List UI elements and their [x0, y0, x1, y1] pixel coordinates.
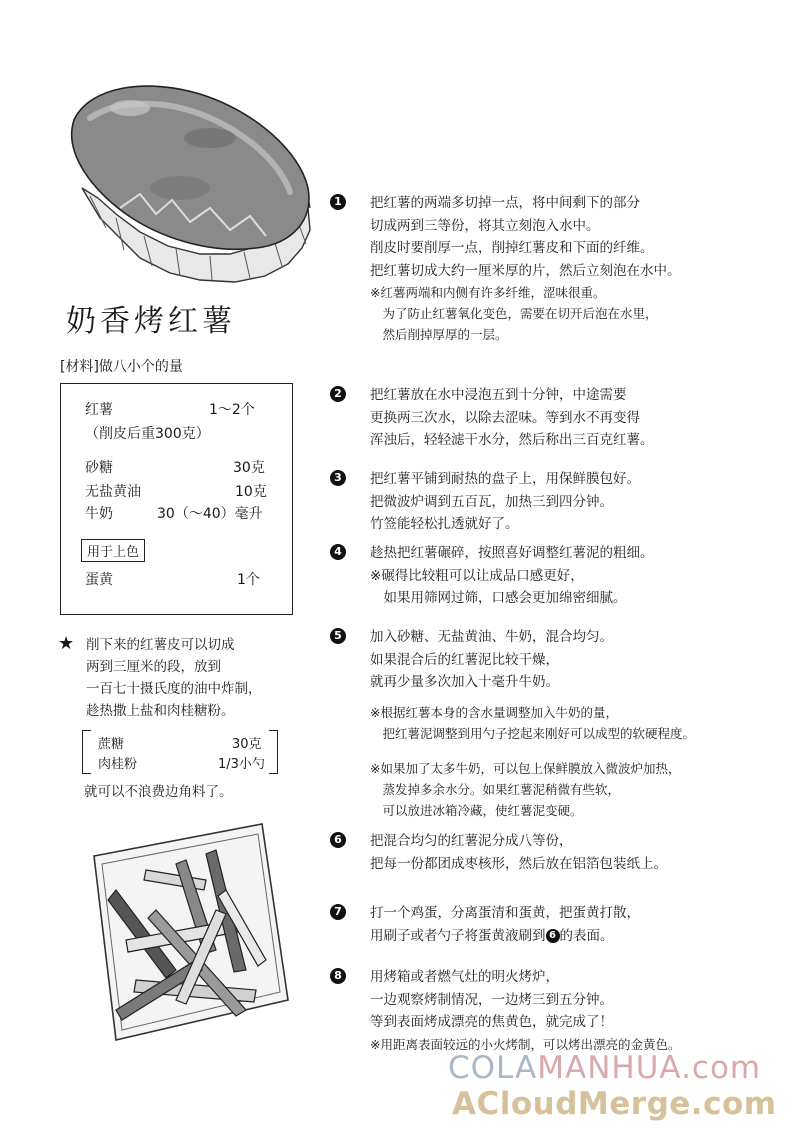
step-number-badge: 3 [330, 470, 346, 486]
step-7 [330, 902, 792, 947]
step-number-badge: 1 [330, 194, 346, 210]
step-2 [330, 384, 792, 452]
fried-peel-illustration [86, 820, 292, 1044]
step-note: ※用距离表面较远的小火烤制，可以烤出漂亮的金黄色。 [370, 1036, 681, 1052]
step-1 [330, 192, 792, 345]
step-number-badge: 2 [330, 386, 346, 402]
ingredient-egg-yolk: 蛋黄 1个 [85, 572, 260, 588]
step-line: 把红薯切成大约一厘米厚的片，然后立刻泡在水中。 [370, 262, 681, 279]
ingredient-milk: 牛奶 30（～40）毫升 [85, 506, 263, 522]
step-number-badge: 4 [330, 544, 346, 560]
step-line: 浑浊后，轻轻滤干水分，然后称出三百克红薯。 [370, 432, 654, 449]
step-line: 一边观察烤制情况，一边烤三到五分钟。 [370, 991, 613, 1008]
ingredient-sweet-potato: 红薯 1～2个 [85, 402, 255, 418]
seasoning-cane-sugar: 蔗糖 30克 [98, 737, 262, 752]
step-4 [330, 542, 792, 610]
step-line: 用刷子或者勺子将蛋黄液刷到 6 的表面。 [370, 927, 614, 944]
step-line: 竹签能轻松扎透就好了。 [370, 516, 519, 533]
coloring-label: 用于上色 [81, 539, 145, 562]
step-line: 如果混合后的红薯泥比较干燥， [370, 651, 559, 668]
bracket-right-icon [269, 730, 278, 774]
step-reference-badge: 6 [546, 929, 560, 943]
step-note: 可以放进冰箱冷藏，使红薯泥变硬。 [370, 802, 583, 818]
ingredient-sugar: 砂糖 30克 [85, 460, 265, 476]
tip-line: 削下来的红薯皮可以切成 [86, 637, 235, 653]
step-8 [330, 966, 792, 1055]
step-line: 把每一份都团成枣核形，然后放在铝箔包装纸上。 [370, 855, 667, 872]
step-6 [330, 830, 792, 875]
seasoning-cinnamon: 肉桂粉 1/3小勺 [98, 757, 265, 772]
step-line: 削皮时要削厚一点，削掉红薯皮和下面的纤维。 [370, 240, 654, 257]
step-note: 把红薯泥调整到用勺子挖起来刚好可以成型的软硬程度。 [370, 725, 696, 741]
step-note: ※根据红薯本身的含水量调整加入牛奶的量， [370, 704, 618, 720]
watermark-colamanhua: COLAMANHUA.com [448, 1050, 762, 1086]
step-note: ※如果加了太多牛奶，可以包上保鲜膜放入微波炉加热， [370, 760, 681, 776]
step-number-badge: 7 [330, 904, 346, 920]
step-line: 把红薯放在水中浸泡五到十分钟，中途需要 [370, 387, 627, 403]
step-line: 如果用筛网过筛，口感会更加绵密细腻。 [370, 590, 627, 607]
sweet-potato-illustration [60, 68, 332, 304]
tip-line: 一百七十摄氏度的油中炸制， [86, 681, 262, 697]
step-number-badge: 6 [330, 832, 346, 848]
recipe-title: 奶香烤红薯 [66, 304, 236, 339]
step-line: 把微波炉调到五百瓦，加热三到四分钟。 [370, 493, 613, 510]
step-line: 打一个鸡蛋，分离蛋清和蛋黄，把蛋黄打散， [370, 905, 640, 921]
step-line: 把红薯的两端多切掉一点，将中间剩下的部分 [370, 195, 640, 211]
step-note: 为了防止红薯氧化变色，需要在切开后泡在水里， [370, 306, 658, 322]
ingredient-butter: 无盐黄油 10克 [85, 484, 267, 500]
step-line: 切成两到三等份，将其立刻泡入水中。 [370, 217, 600, 234]
step-line: 把红薯平铺到耐热的盘子上，用保鲜膜包好。 [370, 471, 640, 487]
materials-header: [材料]做八小个的量 [60, 359, 183, 375]
step-note: 蒸发掉多余水分。如果红薯泥稍微有些软， [370, 781, 621, 797]
bracket-left-icon [82, 730, 91, 774]
step-number-badge: 8 [330, 968, 346, 984]
step-line: 等到表面烤成漂亮的焦黄色，就完成了！ [370, 1014, 613, 1031]
step-line: 更换两三次水，以除去涩味。等到水不再变得 [370, 409, 640, 426]
step-number-badge: 5 [330, 628, 346, 644]
step-line: 加入砂糖、无盐黄油、牛奶，混合均匀。 [370, 629, 613, 645]
step-line: 趁热把红薯碾碎，按照喜好调整红薯泥的粗细。 [370, 545, 654, 561]
ingredients-box [60, 383, 293, 615]
step-3 [330, 468, 792, 536]
watermark-acloudmerge: ACloudMerge.com [452, 1086, 777, 1122]
tip-line: 两到三厘米的段，放到 [86, 659, 221, 675]
step-line: 就再少量多次加入十毫升牛奶。 [370, 674, 559, 691]
star-icon: ★ [58, 633, 75, 654]
tip-seasoning-bracket [82, 730, 278, 774]
tip-line: 趁热撒上盐和肉桂糖粉。 [86, 703, 235, 719]
tip-closing: 就可以不浪费边角料了。 [84, 784, 233, 800]
ingredient-note-peeled-weight: （削皮后重300克） [85, 426, 210, 442]
step-note: 然后削掉厚厚的一层。 [370, 327, 508, 343]
step-line: ※碾得比较粗可以让成品口感更好， [370, 567, 584, 584]
tip-section [60, 634, 290, 722]
step-line: 把混合均匀的红薯泥分成八等份， [370, 833, 573, 849]
step-line: 用烤箱或者燃气灶的明火烤炉， [370, 969, 559, 985]
step-note: ※红薯两端和内侧有许多纤维，涩味很重。 [370, 285, 606, 301]
step-5 [330, 626, 792, 821]
